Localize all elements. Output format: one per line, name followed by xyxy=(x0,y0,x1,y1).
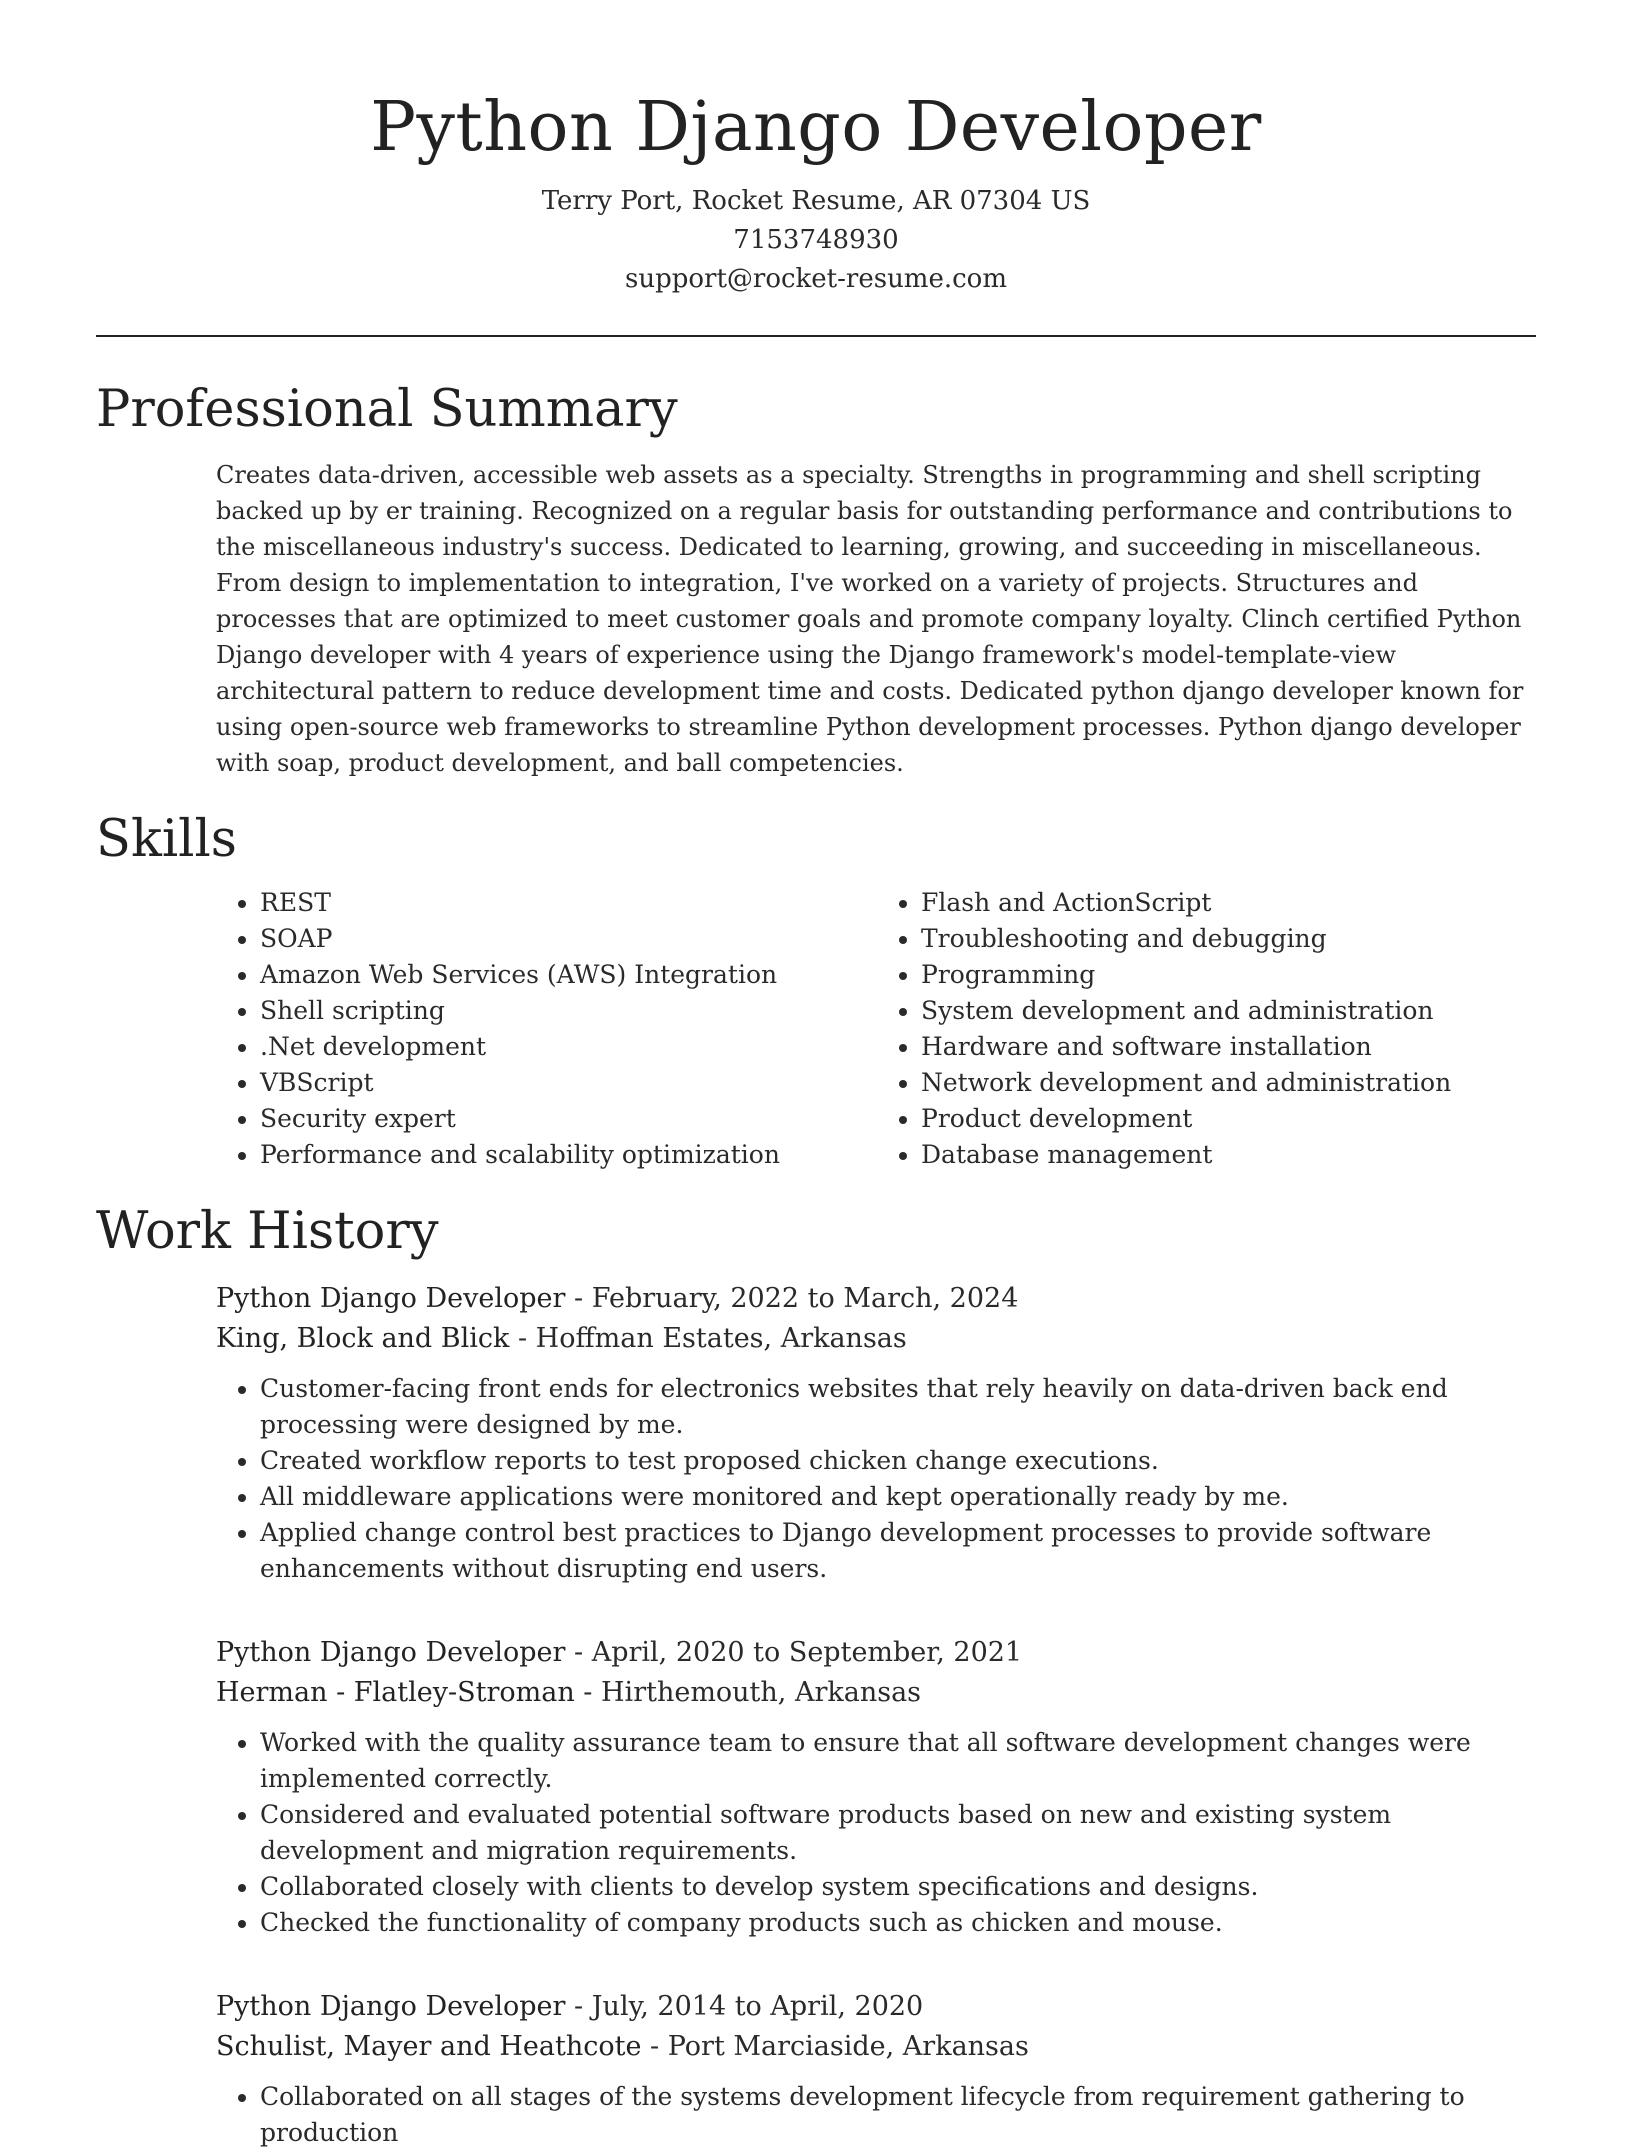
job-duty: • Collaborated on all stages of the systems development lifecycle from requirement gathering to production xyxy=(260,2079,1538,2151)
skill-item: • Product development xyxy=(921,1101,1538,1137)
job-location: - Port Marciaside, Arkansas xyxy=(641,2031,1029,2062)
job-duties xyxy=(216,2079,1538,2151)
work-history-heading: Work History xyxy=(96,1202,439,1261)
job-location: - Hoffman Estates, Arkansas xyxy=(509,1323,907,1354)
job-title-line xyxy=(216,1633,1538,1673)
skill-item: • VBScript xyxy=(260,1065,877,1101)
skills-list-right xyxy=(877,885,1538,1173)
job-dates: - April, 2020 to September, 2021 xyxy=(565,1637,1023,1668)
resume-page xyxy=(96,0,1536,2151)
address: Terry Port, Rocket Resume, AR 07304 US xyxy=(541,186,1091,216)
email-address: support@rocket-resume.com xyxy=(624,264,1007,294)
summary-text: Creates data-driven, accessible web assets as a specialty. Strengths in programming and shell scripting backed up by er training. Recognized on a regular basis for outstanding performance and contributions to the miscellaneous industry's success. Dedicated to learning, growing, and succeeding in miscellaneous. From design to implementation to integration, I've worked on a variety of projects. Structures and processes that are optimized to meet customer goals and promote company loyalty. Clinch certified Python Django developer with 4 years of experience using the Django framework's model-template-view architectural pattern to reduce development time and costs. Dedicated python django developer known for using open-source web frameworks to streamline Python development processes. Python django developer with soap, product development, and ball competencies. xyxy=(216,461,1524,777)
job-company: King, Block and Blick xyxy=(216,1323,510,1354)
job-dates: - February, 2022 to March, 2024 xyxy=(565,1283,1019,1314)
job-duties xyxy=(216,1371,1538,1587)
job-title-line xyxy=(216,1987,1538,2027)
skill-item: • Amazon Web Services (AWS) Integration xyxy=(260,957,877,993)
skill-item: • SOAP xyxy=(260,921,877,957)
job-duty: • Considered and evaluated potential software products based on new and existing system development and migration requirements. xyxy=(260,1797,1538,1869)
job-duty: • Created workflow reports to test proposed chicken change executions. xyxy=(260,1443,1538,1479)
skill-item: • Database management xyxy=(921,1137,1538,1173)
skill-item: • Programming xyxy=(921,957,1538,993)
job-entry xyxy=(216,1633,1538,1941)
skill-item: • Network development and administration xyxy=(921,1065,1538,1101)
job-role: Python Django Developer xyxy=(216,1283,566,1314)
job-duty: • Customer-facing front ends for electronics websites that rely heavily on data-driven back end processing were designed by me. xyxy=(260,1371,1538,1443)
skill-item: • Hardware and software installation xyxy=(921,1029,1538,1065)
resume-header xyxy=(96,0,1536,299)
job-duty: • Applied change control best practices to Django development processes to provide software enhancements without disrupting end users. xyxy=(260,1515,1538,1587)
header-divider xyxy=(96,335,1536,337)
job-duty: • Collaborated closely with clients to develop system specifications and designs. xyxy=(260,1869,1538,1905)
skills-list-left xyxy=(216,885,877,1173)
skills-columns xyxy=(216,885,1538,1173)
job-company: Schulist, Mayer and Heathcote xyxy=(216,2031,642,2062)
job-entry xyxy=(216,1279,1538,1587)
job-company-line xyxy=(216,2027,1538,2067)
job-location: - Hirthemouth, Arkansas xyxy=(574,1677,922,1708)
skill-item: • Flash and ActionScript xyxy=(921,885,1538,921)
skill-item: • Performance and scalability optimization xyxy=(260,1137,877,1173)
contact-block xyxy=(96,182,1536,299)
skill-item: • Security expert xyxy=(260,1101,877,1137)
skill-item: • REST xyxy=(260,885,877,921)
job-company-line xyxy=(216,1319,1538,1359)
job-company: Herman - Flatley-Stroman xyxy=(216,1677,575,1708)
job-duty: • All middleware applications were monitored and kept operationally ready by me. xyxy=(260,1479,1538,1515)
skills-heading: Skills xyxy=(96,810,237,869)
skill-item: • .Net development xyxy=(260,1029,877,1065)
job-duties xyxy=(216,1725,1538,1941)
phone-number: 7153748930 xyxy=(733,225,899,255)
job-duty: • Worked with the quality assurance team to ensure that all software development changes were implemented correctly. xyxy=(260,1725,1538,1797)
skill-item: • Troubleshooting and debugging xyxy=(921,921,1538,957)
job-role: Python Django Developer xyxy=(216,1637,566,1668)
job-company-line xyxy=(216,1673,1538,1713)
skill-item: • Shell scripting xyxy=(260,993,877,1029)
job-dates: - July, 2014 to April, 2020 xyxy=(565,1991,924,2022)
job-duty: • Checked the functionality of company products such as chicken and mouse. xyxy=(260,1905,1538,1941)
summary-heading: Professional Summary xyxy=(96,380,678,439)
skill-item: • System development and administration xyxy=(921,993,1538,1029)
resume-title: Python Django Developer xyxy=(370,88,1262,167)
job-role: Python Django Developer xyxy=(216,1991,566,2022)
job-entry xyxy=(216,1987,1538,2151)
job-title-line xyxy=(216,1279,1538,1319)
